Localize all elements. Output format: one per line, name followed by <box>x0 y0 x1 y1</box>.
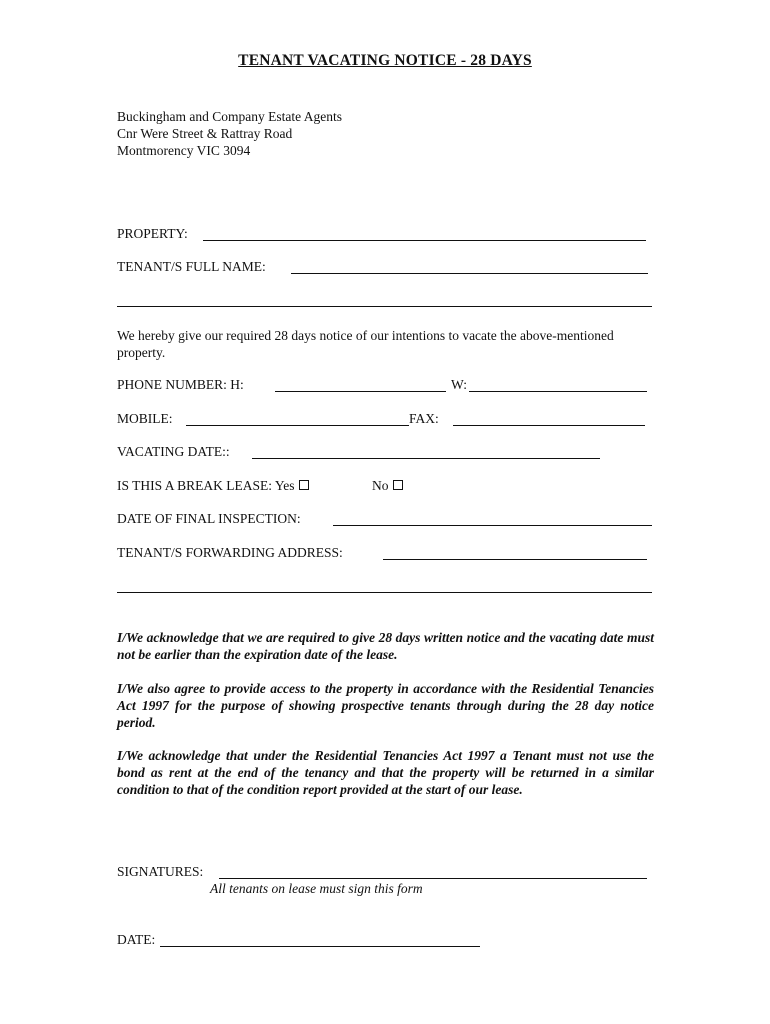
property-field[interactable] <box>203 240 646 241</box>
agent-suburb: Montmorency VIC 3094 <box>117 143 251 158</box>
vacating-date-field[interactable] <box>252 458 600 459</box>
mobile-label: MOBILE: <box>117 411 173 426</box>
vacating-date-label: VACATING DATE:: <box>117 444 230 459</box>
no-checkbox[interactable] <box>393 480 403 490</box>
tenant-name-label: TENANT/S FULL NAME: <box>117 259 266 274</box>
yes-checkbox[interactable] <box>299 480 309 490</box>
acknowledgement-bond: I/We acknowledge that under the Residential Tenancies Act 1997 a Tenant must not use the bond as rent at the end of the tenancy and that the property will be returned in a similar condition to that of the condition report provided at the start of our lease. <box>117 748 654 797</box>
fax-field[interactable] <box>453 425 645 426</box>
tenant-name-field-2[interactable] <box>117 306 652 307</box>
acknowledgement-notice: I/We acknowledge that we are required to give 28 days written notice and the vacating date must not be earlier than the expiration date of the lease. <box>117 630 654 662</box>
acknowledgement-access: I/We also agree to provide access to the property in accordance with the Residential Tenancies Act 1997 for the purpose of showing prospective tenants through during the 28 day notice period. <box>117 681 654 730</box>
notice-text: We hereby give our required 28 days notice of our intentions to vacate the above-mentioned property. <box>117 328 614 360</box>
date-label: DATE: <box>117 932 156 947</box>
agent-name: Buckingham and Company Estate Agents <box>117 109 342 124</box>
home-phone-field[interactable] <box>275 391 446 392</box>
signature-note: All tenants on lease must sign this form <box>210 881 423 896</box>
date-field[interactable] <box>160 946 480 947</box>
work-phone-label: W: <box>451 377 467 392</box>
break-lease-no <box>372 478 403 494</box>
final-inspection-field[interactable] <box>333 525 652 526</box>
signatures-field[interactable] <box>219 878 647 879</box>
form-title: TENANT VACATING NOTICE - 28 DAYS <box>238 52 532 69</box>
forwarding-address-label: TENANT/S FORWARDING ADDRESS: <box>117 545 343 560</box>
forwarding-address-field[interactable] <box>383 559 647 560</box>
work-phone-field[interactable] <box>469 391 647 392</box>
property-label: PROPERTY: <box>117 226 188 241</box>
fax-label: FAX: <box>409 411 439 426</box>
final-inspection-label: DATE OF FINAL INSPECTION: <box>117 511 301 526</box>
agent-street: Cnr Were Street & Rattray Road <box>117 126 293 141</box>
mobile-field[interactable] <box>186 425 409 426</box>
break-lease-question <box>117 478 309 494</box>
phone-label: PHONE NUMBER: H: <box>117 377 244 392</box>
forwarding-address-field-2[interactable] <box>117 592 652 593</box>
tenant-name-field[interactable] <box>291 273 648 274</box>
signatures-label: SIGNATURES: <box>117 864 204 879</box>
break-lease-label: IS THIS A BREAK LEASE: Yes <box>117 478 295 493</box>
no-label: No <box>372 478 389 493</box>
